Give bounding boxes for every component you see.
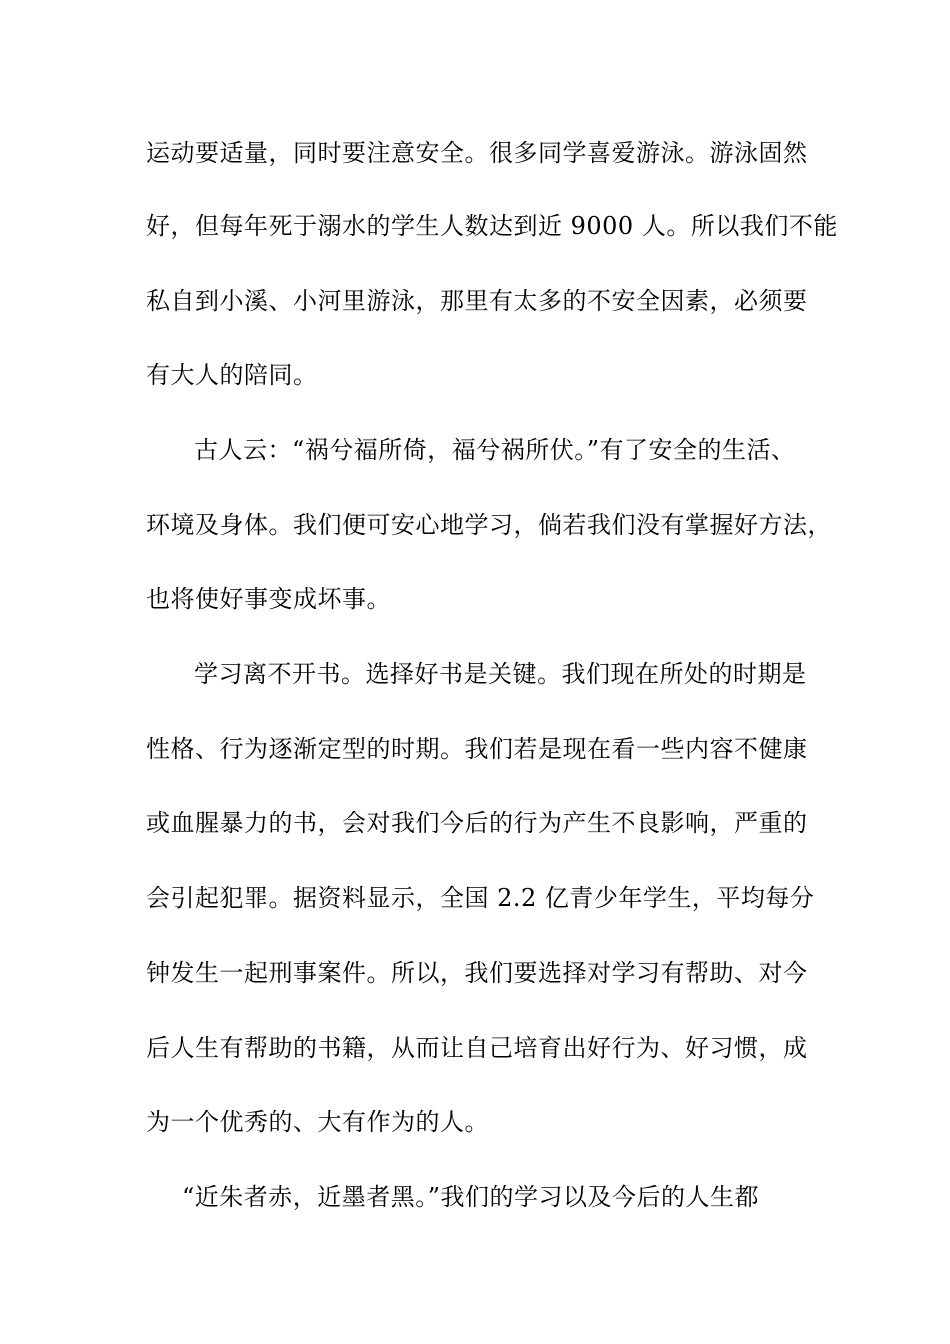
text-line: 性格、行为逐渐定型的时期。我们若是现在看一些内容不健康 [146, 735, 808, 763]
paragraph-first-line: “近朱者赤，近墨者黑。”我们的学习以及今后的人生都 [182, 1183, 760, 1211]
text-line: 钟发生一起刑事案件。所以，我们要选择对学习有帮助、对今 [146, 959, 808, 987]
text-line: 也将使好事变成坏事。 [146, 585, 391, 613]
text-line: 好，但每年死于溺水的学生人数达到近 9000 人。所以我们不能 [146, 212, 838, 240]
text-line: 有大人的陪同。 [146, 361, 318, 389]
text-line: 或血腥暴力的书，会对我们今后的行为产生不良影响，严重的 [146, 809, 808, 837]
text-line: 会引起犯罪。据资料显示，全国 2.2 亿青少年学生，平均每分 [146, 884, 815, 912]
text-line: 运动要适量，同时要注意安全。很多同学喜爱游泳。游泳固然 [146, 139, 808, 167]
text-line: 环境及身体。我们便可安心地学习，倘若我们没有掌握好方法， [146, 511, 832, 539]
text-line: 私自到小溪、小河里游泳，那里有太多的不安全因素，必须要 [146, 287, 808, 315]
paragraph-first-line: 古人云：“祸兮福所倚，福兮祸所伏。”有了安全的生活、 [194, 436, 796, 464]
text-line: 后人生有帮助的书籍，从而让自己培育出好行为、好习惯，成 [146, 1034, 808, 1062]
text-line: 为一个优秀的、大有作为的人。 [146, 1108, 489, 1136]
paragraph-first-line: 学习离不开书。选择好书是关键。我们现在所处的时期是 [194, 660, 807, 688]
